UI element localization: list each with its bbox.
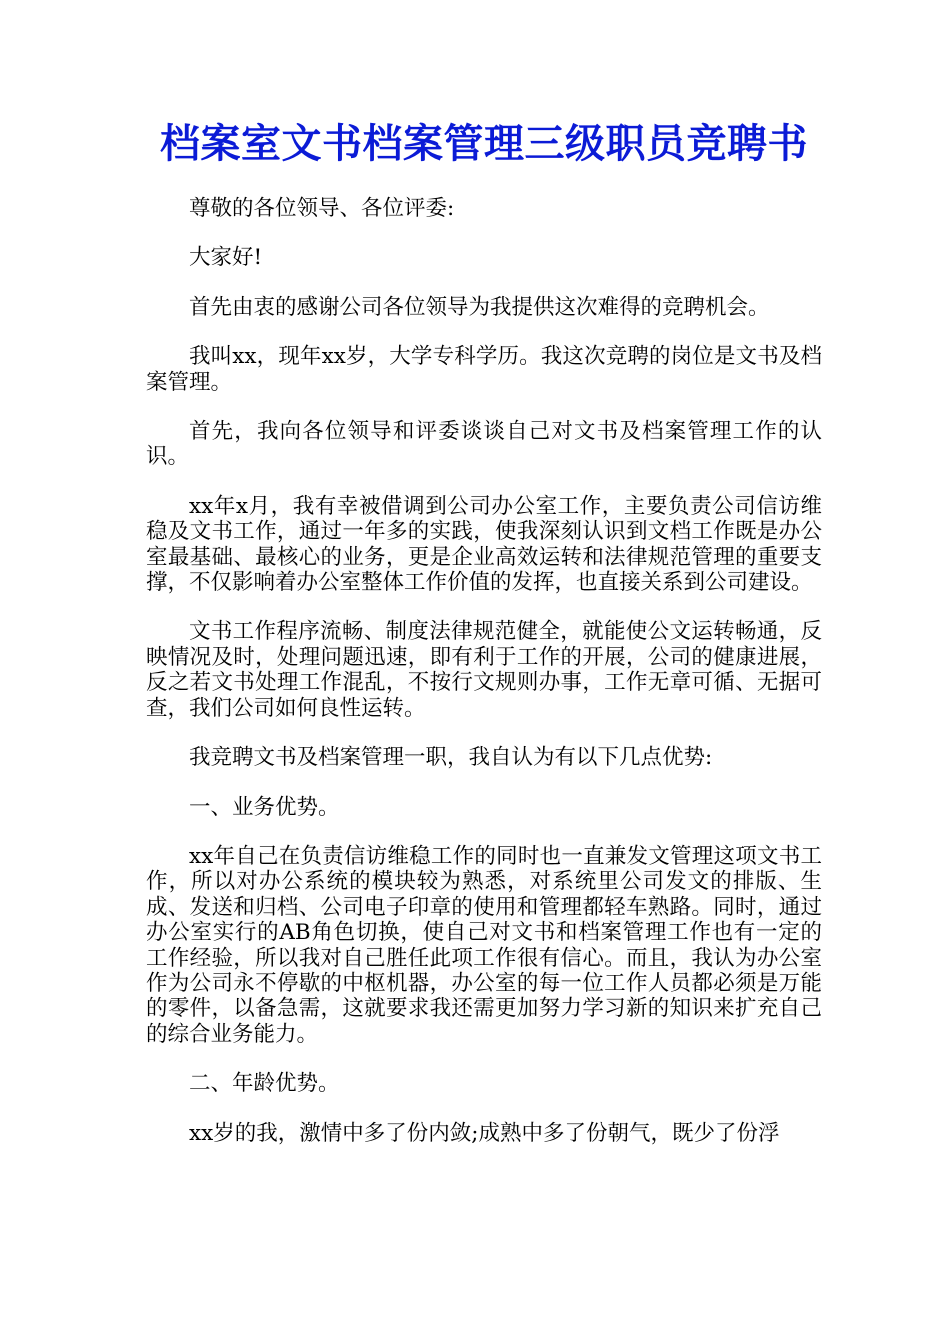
section-heading-age: 二、年龄优势。 — [189, 1071, 340, 1097]
document-page — [146, 118, 822, 1146]
paragraph: xx年x月，我有幸被借调到公司办公室工作，主要负责公司信访维稳及文书工作，通过一年多的实践，使我深刻认识到文档工作既是办公室最基础、最核心的业务，更是企业高效运转和法律规范管理的重要支撑，不仅影响着办公室整体工作价值的发挥，也直接关系到公司建设。 — [146, 493, 822, 596]
paragraph: 我叫xx，现年xx岁，大学专科学历。我这次竞聘的岗位是文书及档案管理。 — [146, 344, 822, 395]
paragraph: 文书工作程序流畅、制度法律规范健全，就能使公文运转畅通，反映情况及时，处理问题迅速，即有利于工作的开展，公司的健康进展，反之若文书处理工作混乱，不按行文规则办事，工作无章可循、无据可查，我们公司如何良性运转。 — [146, 619, 822, 721]
greeting: 大家好! — [189, 245, 263, 271]
paragraph: xx年自己在负责信访维稳工作的同时也一直兼发文管理这项文书工作，所以对办公系统的模块较为熟悉，对系统里公司发文的排版、生成、发送和归档、公司电子印章的使用和管理都轻车熟路。同时，通过办公室实行的AB角色切换，使自己对文书和档案管理工作也有一定的工作经验，所以我对自己胜任此项工作很有信心。而且，我认为办公室作为公司永不停歇的中枢机器，办公室的每一位工作人员都必须是万能的零件，以备急需，这就要求我还需更加努力学习新的知识来扩充自己的综合业务能力。 — [146, 843, 822, 1047]
paragraph: xx岁的我，激情中多了份内敛;成熟中多了份朝气，既少了份浮 — [189, 1120, 780, 1146]
paragraph: 我竞聘文书及档案管理一职，我自认为有以下几点优势: — [189, 745, 713, 771]
paragraph: 首先由衷的感谢公司各位领导为我提供这次难得的竞聘机会。 — [189, 294, 770, 320]
document-body — [146, 196, 822, 1146]
salutation: 尊敬的各位领导、各位评委: — [189, 196, 455, 221]
section-heading-business: 一、业务优势。 — [189, 794, 340, 820]
paragraph: 首先，我向各位领导和评委谈谈自己对文书及档案管理工作的认识。 — [146, 419, 822, 470]
document-title: 档案室文书档案管理三级职员竞聘书 — [160, 120, 808, 167]
